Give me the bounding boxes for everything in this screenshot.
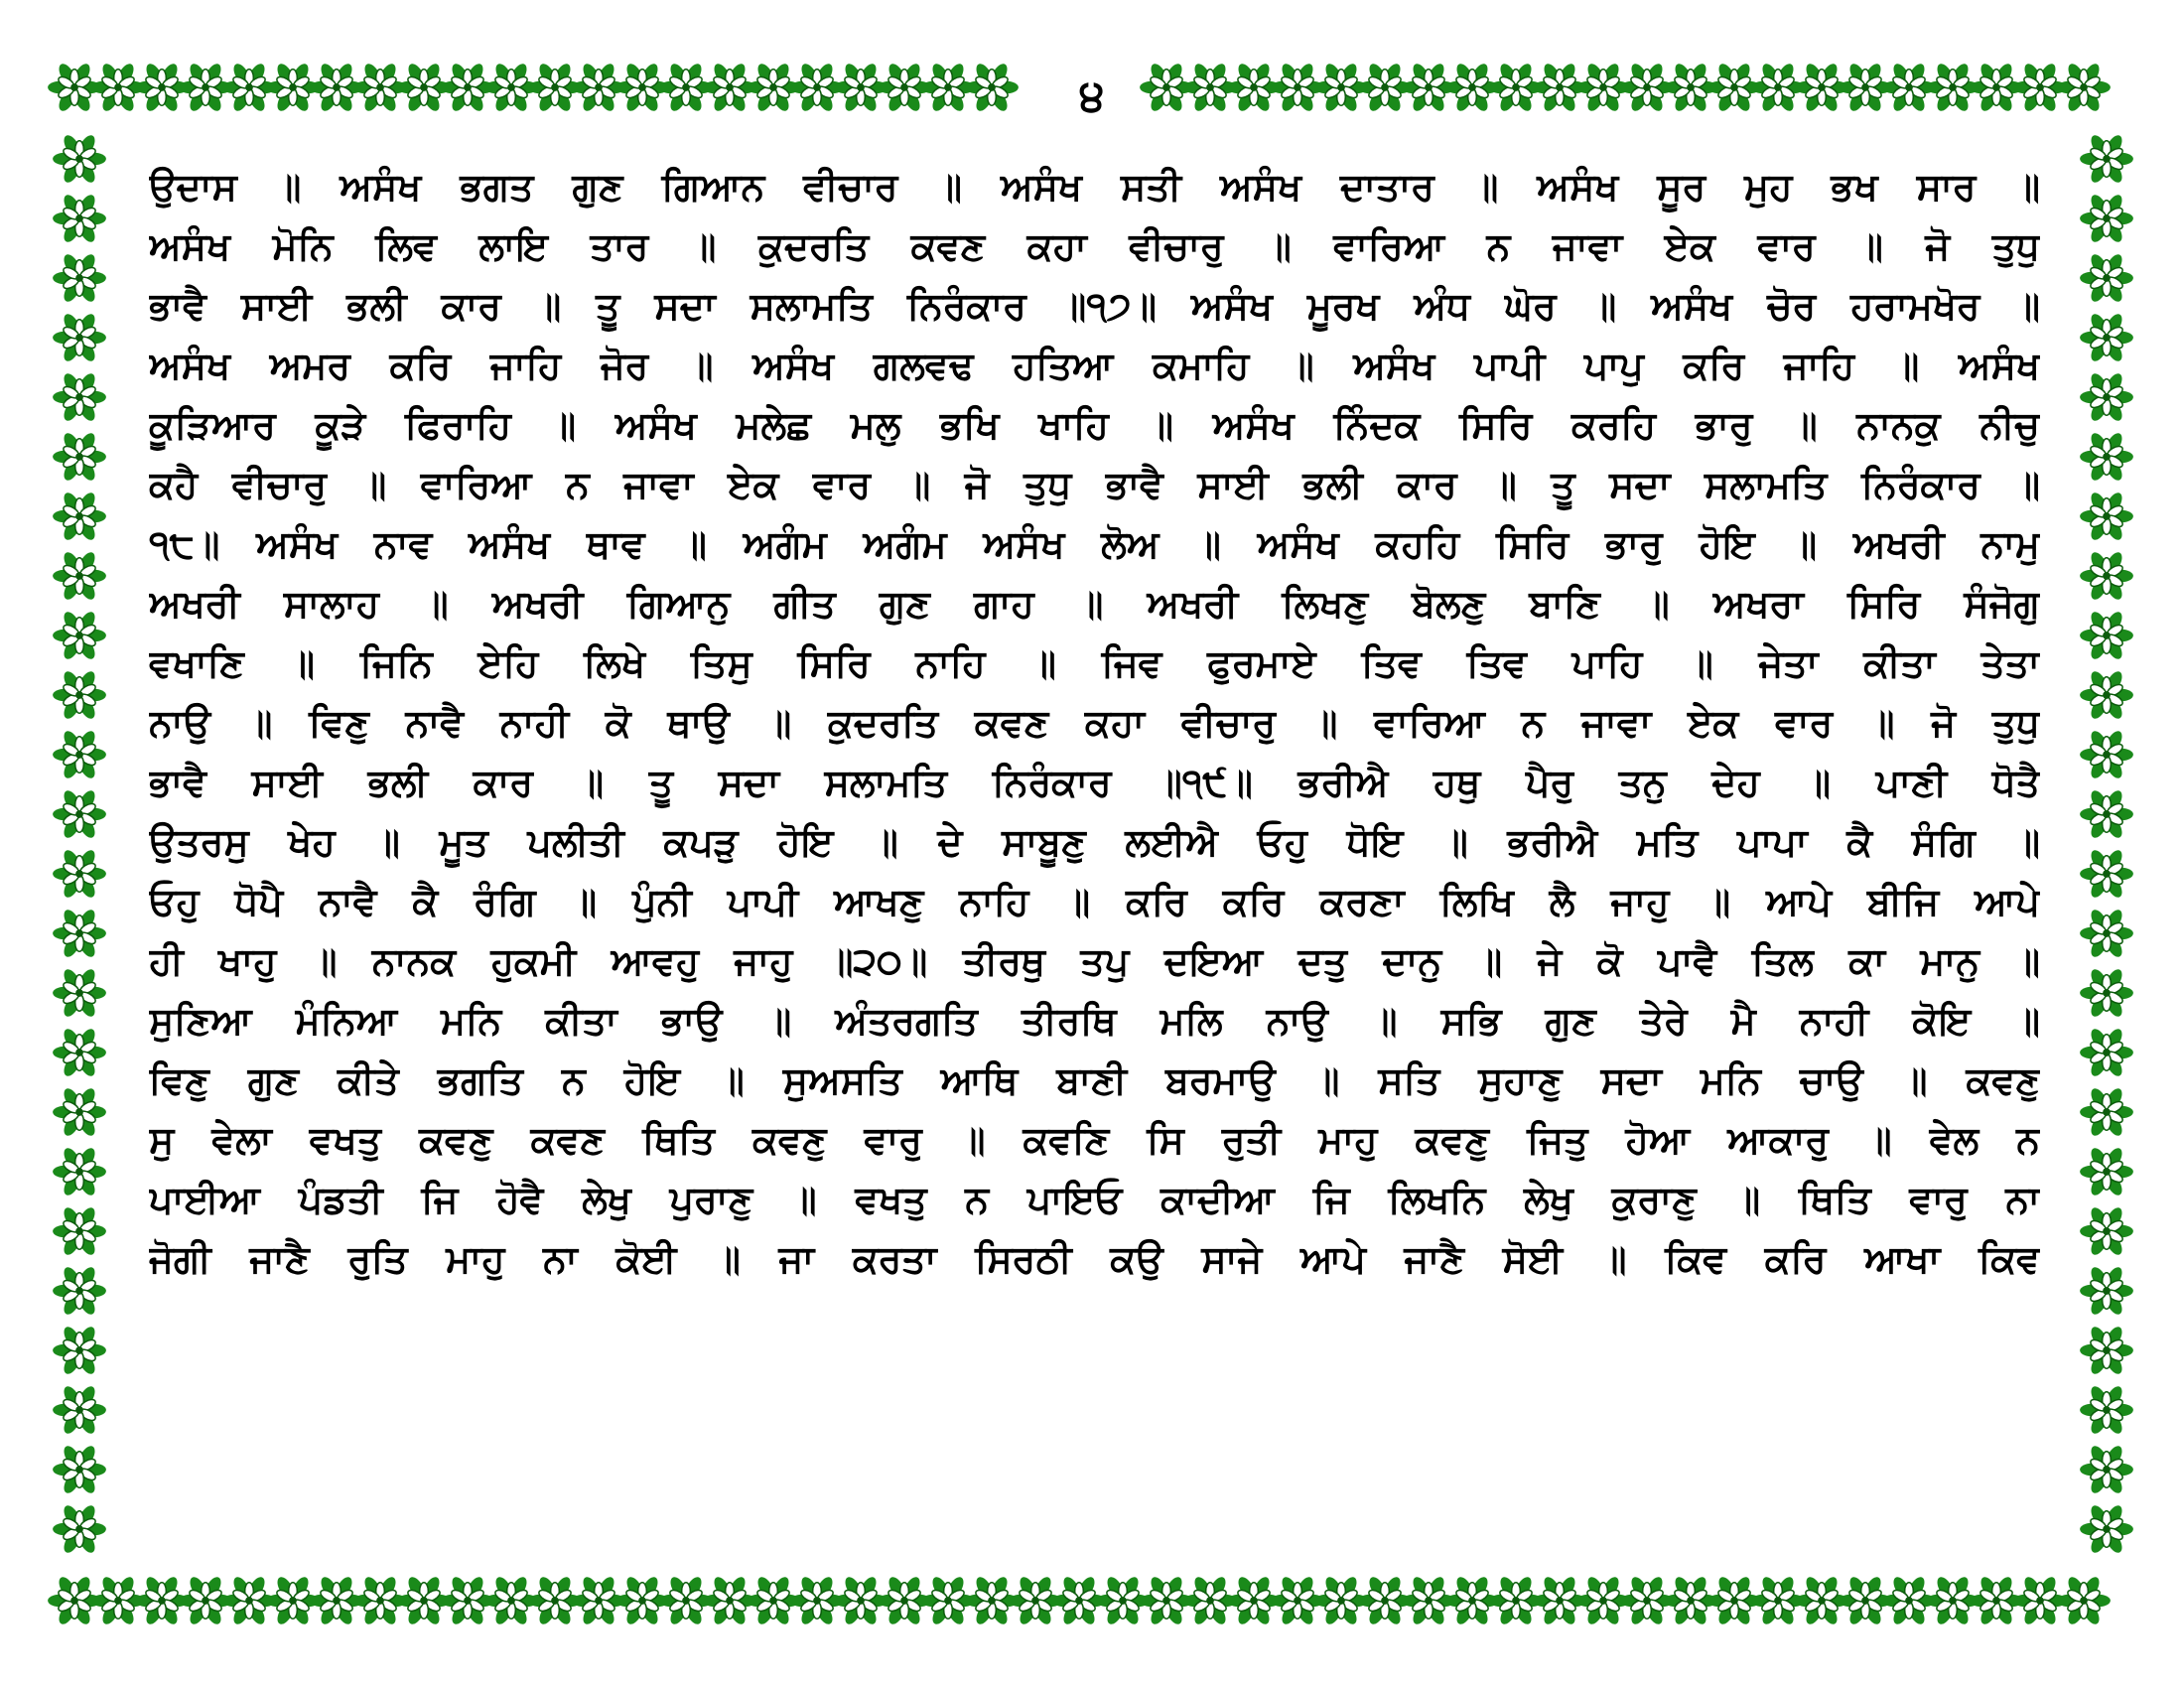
flower-ornament (2080, 788, 2133, 841)
flower-ornament (53, 669, 106, 722)
page-number: ੪ (1079, 70, 1105, 121)
text-line-17: ਸੁ ਵੇਲਾ ਵਖਤੁ ਕਵਣੁ ਕਵਣ ਥਿਤਿ ਕਵਣੁ ਵਾਰੁ ॥ ਕਵਣਿ ਸਿ ਰੁਤੀ ਮਾਹੁ ਕਵਣੁ ਜਿਤੁ ਹੋਆ ਆਕਾਰੁ ॥ ਵੇਲ ਨ (149, 1118, 2040, 1162)
flower-ornament (2080, 371, 2133, 424)
flower-ornament (53, 1205, 106, 1258)
flower-ornament (2080, 193, 2133, 245)
flower-ornament (2080, 1205, 2133, 1258)
text-line-12: ਉਤਰਸੁ ਖੇਹ ॥ ਮੂਤ ਪਲੀਤੀ ਕਪੜੁ ਹੋਇ ॥ ਦੇ ਸਾਬੂਣੁ ਲਈਐ ਓਹੁ ਧੋਇ ॥ ਭਰੀਐ ਮਤਿ ਪਾਪਾ ਕੈ ਸੰਗਿ ॥ (149, 820, 2040, 864)
text-line-16: ਵਿਣੁ ਗੁਣ ਕੀਤੇ ਭਗਤਿ ਨ ਹੋਇ ॥ ਸੁਅਸਤਿ ਆਥਿ ਬਾਣੀ ਬਰਮਾਉ ॥ ਸਤਿ ਸੁਹਾਣੁ ਸਦਾ ਮਨਿ ਚਾਉ ॥ ਕਵਣੁ (149, 1058, 2040, 1102)
text-line-15: ਸੁਣਿਆ ਮੰਨਿਆ ਮਨਿ ਕੀਤਾ ਭਾਉ ॥ ਅੰਤਰਗਤਿ ਤੀਰਥਿ ਮਲਿ ਨਾਉ ॥ ਸਭਿ ਗੁਣ ਤੇਰੇ ਮੈ ਨਾਹੀ ਕੋਇ ॥ (149, 999, 2040, 1043)
flower-ornament (53, 252, 106, 305)
text-line-19: ਜੋਗੀ ਜਾਣੈ ਰੁਤਿ ਮਾਹੁ ਨਾ ਕੋਈ ॥ ਜਾ ਕਰਤਾ ਸਿਰਠੀ ਕਉ ਸਾਜੇ ਆਪੇ ਜਾਣੈ ਸੋਈ ॥ ਕਿਵ ਕਰਿ ਆਖਾ ਕਿਵ (149, 1237, 2040, 1281)
text-line-1: ਉਦਾਸ ॥ ਅਸੰਖ ਭਗਤ ਗੁਣ ਗਿਆਨ ਵੀਚਾਰ ॥ ਅਸੰਖ ਸਤੀ ਅਸੰਖ ਦਾਤਾਰ ॥ ਅਸੰਖ ਸੂਰ ਮੁਹ ਭਖ ਸਾਰ ॥ (149, 165, 2040, 209)
flower-ornament (53, 1325, 106, 1377)
text-line-14: ਹੀ ਖਾਹੁ ॥ ਨਾਨਕ ਹੁਕਮੀ ਆਵਹੁ ਜਾਹੁ ॥੨੦॥ ਤੀਰਥੁ ਤਪੁ ਦਇਆ ਦਤੁ ਦਾਨੁ ॥ ਜੇ ਕੋ ਪਾਵੈ ਤਿਲ ਕਾ ਮਾਨੁ ॥ (149, 939, 2040, 983)
flower-ornament (2080, 908, 2133, 960)
text-line-8: ਅਖਰੀ ਸਾਲਾਹ ॥ ਅਖਰੀ ਗਿਆਨੁ ਗੀਤ ਗੁਣ ਗਾਹ ॥ ਅਖਰੀ ਲਿਖਣੁ ਬੋਲਣੁ ਬਾਣਿ ॥ ਅਖਰਾ ਸਿਰਿ ਸੰਜੋਗੁ (149, 582, 2040, 626)
flower-ornament (53, 610, 106, 662)
text-line-4: ਅਸੰਖ ਅਮਰ ਕਰਿ ਜਾਹਿ ਜੋਰ ॥ ਅਸੰਖ ਗਲਵਢ ਹਤਿਆ ਕਮਾਹਿ ॥ ਅਸੰਖ ਪਾਪੀ ਪਾਪੁ ਕਰਿ ਜਾਹਿ ॥ ਅਸੰਖ (149, 344, 2040, 387)
flower-ornament (53, 848, 106, 901)
text-line-5: ਕੂੜਿਆਰ ਕੂੜੇ ਫਿਰਾਹਿ ॥ ਅਸੰਖ ਮਲੇਛ ਮਲੁ ਭਖਿ ਖਾਹਿ ॥ ਅਸੰਖ ਨਿੰਦਕ ਸਿਰਿ ਕਰਹਿ ਭਾਰੁ ॥ ਨਾਨਕੁ ਨੀਚੁ (149, 403, 2040, 447)
flower-ornament (2080, 729, 2133, 781)
flower-ornament (53, 133, 106, 186)
text-line-6: ਕਹੈ ਵੀਚਾਰੁ ॥ ਵਾਰਿਆ ਨ ਜਾਵਾ ਏਕ ਵਾਰ ॥ ਜੋ ਤੁਧੁ ਭਾਵੈ ਸਾਈ ਭਲੀ ਕਾਰ ॥ ਤੂ ਸਦਾ ਸਲਾਮਤਿ ਨਿਰੰਕਾਰ ॥ (149, 463, 2040, 506)
flower-ornament (2080, 610, 2133, 662)
text-line-7: ੧੮॥ ਅਸੰਖ ਨਾਵ ਅਸੰਖ ਥਾਵ ॥ ਅਗੰਮ ਅਗੰਮ ਅਸੰਖ ਲੋਅ ॥ ਅਸੰਖ ਕਹਹਿ ਸਿਰਿ ਭਾਰੁ ਹੋਇ ॥ ਅਖਰੀ ਨਾਮੁ (149, 522, 2040, 566)
flower-ornament (2080, 133, 2133, 186)
text-line-10: ਨਾਉ ॥ ਵਿਣੁ ਨਾਵੈ ਨਾਹੀ ਕੋ ਥਾਉ ॥ ਕੁਦਰਤਿ ਕਵਣ ਕਹਾ ਵੀਚਾਰੁ ॥ ਵਾਰਿਆ ਨ ਜਾਵਾ ਏਕ ਵਾਰ ॥ ਜੋ ਤੁਧੁ (149, 701, 2040, 745)
flower-ornament (2080, 312, 2133, 364)
flower-ornament (53, 431, 106, 484)
text-line-9: ਵਖਾਣਿ ॥ ਜਿਨਿ ਏਹਿ ਲਿਖੇ ਤਿਸੁ ਸਿਰਿ ਨਾਹਿ ॥ ਜਿਵ ਫੁਰਮਾਏ ਤਿਵ ਤਿਵ ਪਾਹਿ ॥ ਜੇਤਾ ਕੀਤਾ ਤੇਤਾ (149, 641, 2040, 685)
flower-ornament (2080, 967, 2133, 1020)
flower-ornament (2080, 1146, 2133, 1198)
flower-ornament (2080, 550, 2133, 603)
text-line-2: ਅਸੰਖ ਮੋਨਿ ਲਿਵ ਲਾਇ ਤਾਰ ॥ ਕੁਦਰਤਿ ਕਵਣ ਕਹਾ ਵੀਚਾਰੁ ॥ ਵਾਰਿਆ ਨ ਜਾਵਾ ਏਕ ਵਾਰ ॥ ਜੋ ਤੁਧੁ (149, 224, 2040, 268)
flower-ornament (2080, 491, 2133, 543)
flower-ornament (53, 1146, 106, 1198)
flower-ornament (53, 550, 106, 603)
flower-ornament (2080, 1325, 2133, 1377)
text-line-18: ਪਾਈਆ ਪੰਡਤੀ ਜਿ ਹੋਵੈ ਲੇਖੁ ਪੁਰਾਣੁ ॥ ਵਖਤੁ ਨ ਪਾਇਓ ਕਾਦੀਆ ਜਿ ਲਿਖਨਿ ਲੇਖੁ ਕੁਰਾਣੁ ॥ ਥਿਤਿ ਵਾਰੁ ਨਾ (149, 1178, 2040, 1221)
scripture-text (149, 157, 2040, 1517)
flower-ornament (53, 193, 106, 245)
text-line-13: ਓਹੁ ਧੋਪੈ ਨਾਵੈ ਕੈ ਰੰਗਿ ॥ ਪੁੰਨੀ ਪਾਪੀ ਆਖਣੁ ਨਾਹਿ ॥ ਕਰਿ ਕਰਿ ਕਰਣਾ ਲਿਖਿ ਲੈ ਜਾਹੁ ॥ ਆਪੇ ਬੀਜਿ ਆਪੇ (149, 880, 2040, 923)
flower-ornament (53, 1384, 106, 1437)
flower-ornament (53, 1265, 106, 1318)
flower-ornament (53, 908, 106, 960)
flower-ornament (2080, 669, 2133, 722)
text-line-11: ਭਾਵੈ ਸਾਈ ਭਲੀ ਕਾਰ ॥ ਤੂ ਸਦਾ ਸਲਾਮਤਿ ਨਿਰੰਕਾਰ ॥੧੯॥ ਭਰੀਐ ਹਥੁ ਪੈਰੁ ਤਨੁ ਦੇਹ ॥ ਪਾਣੀ ਧੋਤੈ (149, 761, 2040, 804)
flower-ornament (53, 371, 106, 424)
flower-ornament (53, 491, 106, 543)
flower-ornament (2080, 1027, 2133, 1079)
flower-ornament (2080, 1265, 2133, 1318)
flower-ornament (2080, 431, 2133, 484)
flower-ornament (2080, 1086, 2133, 1139)
flower-ornament (53, 1086, 106, 1139)
flower-ornament (2080, 1503, 2133, 1556)
flower-ornament (2080, 1384, 2133, 1437)
flower-ornament (2080, 1444, 2133, 1496)
flower-ornament (53, 1027, 106, 1079)
flower-ornament (53, 788, 106, 841)
flower-ornament (53, 967, 106, 1020)
flower-ornament (2057, 62, 2111, 114)
flower-ornament (53, 1444, 106, 1496)
flower-ornament (53, 312, 106, 364)
flower-ornament (53, 1503, 106, 1556)
flower-ornament (2057, 1575, 2111, 1627)
flower-ornament (2080, 252, 2133, 305)
flower-ornament (2080, 848, 2133, 901)
text-line-3: ਭਾਵੈ ਸਾਈ ਭਲੀ ਕਾਰ ॥ ਤੂ ਸਦਾ ਸਲਾਮਤਿ ਨਿਰੰਕਾਰ ॥੧੭॥ ਅਸੰਖ ਮੂਰਖ ਅੰਧ ਘੋਰ ॥ ਅਸੰਖ ਚੋਰ ਹਰਾਮਖੋਰ ॥ (149, 284, 2040, 328)
flower-ornament (965, 62, 1019, 114)
flower-ornament (53, 729, 106, 781)
